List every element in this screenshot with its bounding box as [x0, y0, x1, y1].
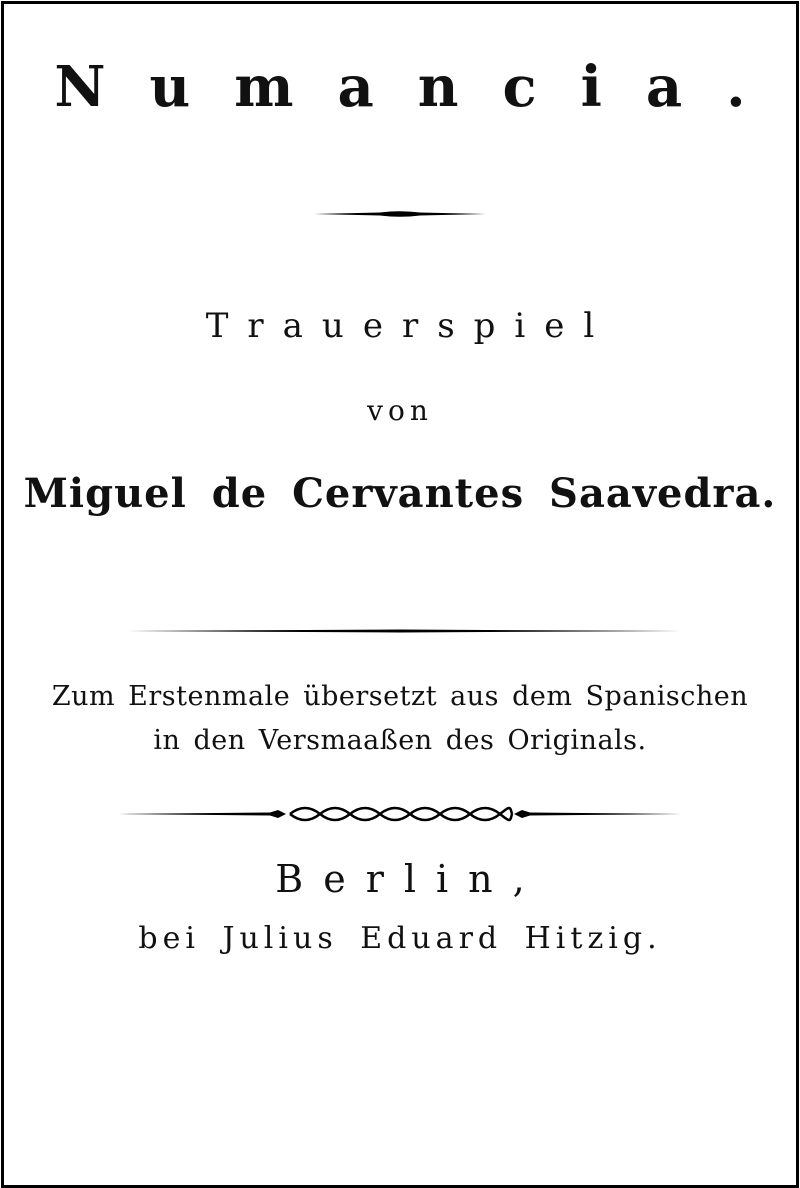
plain-rule-ornament — [0, 624, 800, 638]
twisted-rope-rule-ornament — [0, 802, 800, 826]
publication-place: Berlin, — [275, 857, 545, 901]
page-title: Numancia. — [54, 54, 790, 120]
publisher-line: bei Julius Eduard Hitzig. — [138, 921, 662, 956]
translation-note-line-2: in den Versmaaßen des Originals. — [153, 725, 647, 756]
author-name: Miguel de Cervantes Saavedra. — [23, 470, 777, 517]
genre-line: Trauerspiel — [205, 306, 614, 346]
page-border — [1, 1, 799, 1188]
tapered-rule-ornament — [0, 204, 800, 224]
by-line: von — [367, 394, 433, 427]
translation-note-line-1: Zum Erstenmale übersetzt aus dem Spanischen — [51, 681, 749, 712]
